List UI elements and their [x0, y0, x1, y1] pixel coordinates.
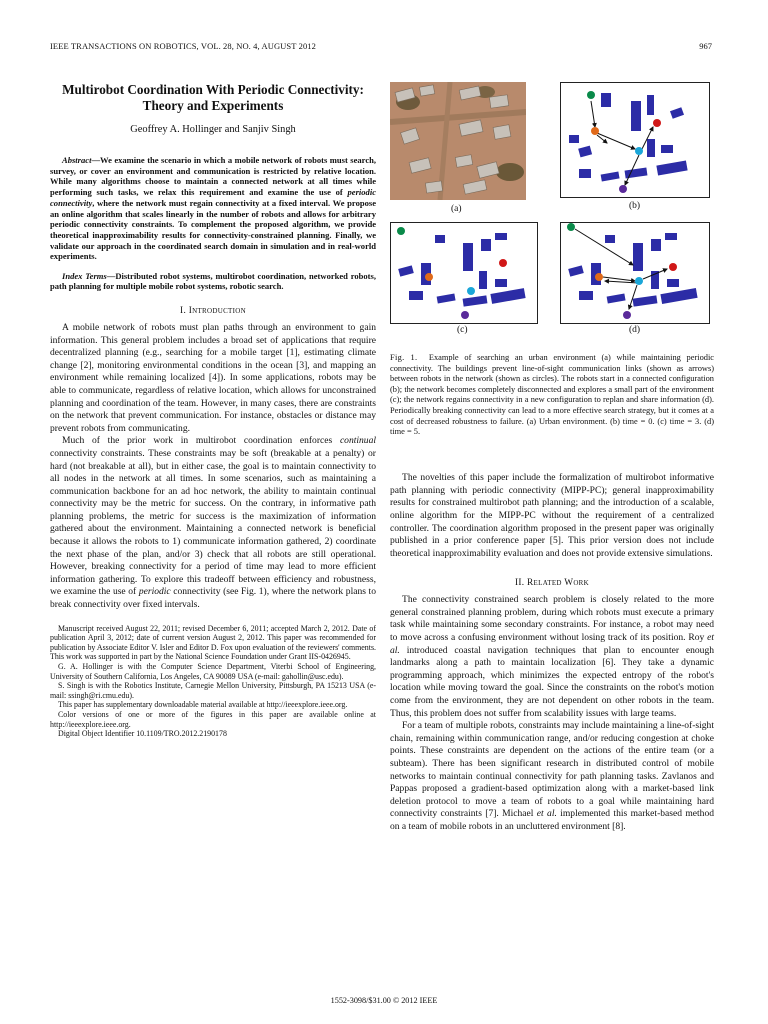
aerial-vegetation	[496, 163, 524, 181]
intro-p2-text-a: Much of the prior work in multirobot coordination enforces	[62, 435, 340, 447]
comm-link-arrow	[591, 101, 595, 127]
robot-green	[397, 227, 405, 235]
building	[651, 239, 661, 251]
building	[569, 135, 579, 143]
title-line-2: Theory and Experiments	[142, 98, 284, 113]
related-p2-text-a: For a team of multiple robots, constraints may include maintaining a line-of-sight chain, remaining within communication range, and/or reducing congestion at choke points. These constraints are dependent on the actions of the entire team (or a subteam). There has been significant research in distributed control of mobile networks to maintain continual connectivity for path planning tasks. Zavlanos and Pappas proposed a gradient-based optimization along with a market-based link deletion protocol to move a team of robots to a goal while maintaining hard connectivity constraints [7]. Michael	[390, 720, 714, 820]
building	[578, 146, 592, 158]
footnote-author-2: S. Singh is with the Robotics Institute, Carnegie Mellon University, Pittsburgh, PA 15213 USA (e-mail: ssingh@ri.cmu.edu).	[50, 681, 376, 700]
footnote-supplementary: This paper has supplementary downloadable material available at http://ieeexplore.ieee.org.	[58, 700, 348, 710]
map-time-3	[391, 223, 537, 323]
intro-p2-text-c: connectivity (see Fig. 1), where the network plans to break connectivity over fixed intervals.	[50, 586, 376, 611]
section-heading-introduction	[50, 306, 376, 316]
abstract-lead: Abstract	[62, 155, 92, 165]
figure-caption	[390, 353, 714, 438]
aerial-roof	[493, 125, 511, 140]
building	[667, 279, 679, 287]
building	[625, 168, 648, 179]
footnote-manuscript: Manuscript received August 22, 2011; revised December 6, 2011; accepted March 2, 2012. Date of publication April 3, 2012; date of current version August 2, 2012. This paper was recommended for publication by Associate Editor V. Isler and Editor D. Fox upon evaluation of the reviewers' comments. This work was supported in part by the National Science Foundation under Grant IIS-0426945.	[50, 623, 376, 662]
abstract-text-a: —We examine the scenario in which a mobile network of robots must search, survey, or cover an environment and communication is restricted by relative location. While many algorithms choose to maintain a connected network at all times while performing such tasks, we relax this requirement and examine the use of	[50, 155, 376, 198]
caption-text: Example of searching an urban environment (a) while maintaining periodic connectivity. The buildings prevent line-of-sight communication links (shown as arrows) between robots in the network (shown as circles). The robots start in a connected configuration (b); the network becomes completely disconnected and explores a small part of the environment (c); the network regains connectivity in a new configuration to replan and share information (d). Periodically breaking connectivity can lead to a more effective search strategy, but it comes at a cost of decreased robustness to failure. (a) Urban environment. (b) time = 0. (c) time = 3. (d) time = 5.	[390, 353, 715, 437]
building	[647, 139, 655, 157]
robot-red	[669, 263, 677, 271]
right-column	[390, 80, 714, 834]
section-title: Introduction	[188, 305, 246, 316]
building	[601, 93, 611, 107]
related-paragraph-2	[390, 720, 714, 833]
footnote-color: Color versions of one or more of the figures in this paper are available online at http://ieeexplore.ieee.org.	[50, 709, 376, 729]
building	[579, 169, 591, 178]
right-paragraph-1: The novelties of this paper include the formalization of multirobot informative path planning with periodic connectivity (MIPP-PC); general inapproximability results for constrained multirobot path planning; and the introduction of a scalable, online algorithm for the MIPP-PC without the requirement of a centralized controller. The coordination algorithm proposed in the present paper was originally published in a prior conference paper [5]. This prior version does not include theoretical inapproximability evaluation and does not provide extensive simulations.	[390, 472, 714, 559]
page-number: 967	[699, 41, 712, 51]
intro-p2-emphasis-2: periodic	[138, 586, 171, 598]
map-time-5	[561, 223, 709, 323]
building	[656, 160, 687, 175]
building	[633, 243, 643, 271]
building	[435, 235, 445, 243]
panel-label-d: (d)	[629, 325, 641, 335]
robot-orange	[591, 127, 599, 135]
footnotes	[50, 624, 376, 739]
related-p2-text-b: implemented this market-based method on a team of mobile robots in an uncluttered environment [8].	[390, 808, 714, 832]
figure-panel-d	[560, 222, 710, 335]
building	[633, 295, 658, 306]
title-line-1: Multirobot Coordination With Periodic Connectivity:	[62, 82, 364, 97]
building	[605, 235, 615, 243]
figure-panel-a	[390, 82, 526, 214]
building	[463, 243, 473, 271]
figure-panel-c	[390, 222, 538, 335]
robot-purple	[461, 311, 469, 319]
building	[437, 293, 456, 303]
intro-paragraph-2	[50, 435, 376, 611]
comm-link-arrow	[603, 277, 635, 281]
building	[607, 293, 626, 303]
abstract	[50, 155, 376, 262]
caption-lead: Fig. 1.	[390, 353, 418, 362]
abstract-emphasis: periodic connectivity	[50, 187, 376, 208]
footnote-author-1: G. A. Hollinger is with the Computer Science Department, Viterbi School of Engineering, University of Southern California, Los Angeles, CA 90089 USA (e-mail: gahollin@usc.edu).	[50, 662, 376, 681]
robot-cyan	[467, 287, 475, 295]
comm-link-arrow	[597, 133, 635, 149]
page-footer: 1552-3098/$31.00 © 2012 IEEE	[330, 996, 438, 1005]
left-column	[50, 80, 376, 739]
related-p1-text-a: The connectivity constrained search problem is closely related to the more general constrained planning problem, during which robots must execute a primary task while maintaining some secondary constraints. For instance, a robot may need to move across a confusing environment without losing track of its position. Roy	[390, 594, 714, 644]
intro-p2-text-b: connectivity constraints. These constraints may be soft (breakable at a penalty) or hard (not breakable at all), but in either case, the goal is to maintain connectivity to all nodes in the network at all times. In some scenarios, such as maintaining a communication backbone for an ad hoc network, the ability to maintain continual connectivity may be the metric for success. On the contrary, in informative path planning problems, the metric for success is the maximization of information gathered about the environment. Maintaining a connected network is beneficial because it allows the robots to 1) communicate information gathered, 2) coordinate the next phase of the plan, and/or 3) check that all robots are still operational. However, breaking connectivity for a period of time may lead to more efficient information gathering. To explore this tradeoff between efficiency and robustness, we examine the use of	[50, 447, 376, 598]
index-terms-text: —Distributed robot systems, multirobot coordination, networked robots, path planning for multiple mobile robot systems, robotic search.	[50, 270, 376, 292]
robot-purple	[623, 311, 631, 319]
building	[398, 265, 414, 276]
running-header: IEEE TRANSACTIONS ON ROBOTICS, VOL. 28, NO. 4, AUGUST 2012	[50, 41, 317, 51]
building	[665, 233, 677, 240]
building	[660, 288, 697, 304]
aerial-photo	[390, 82, 526, 200]
building	[568, 265, 584, 276]
building	[631, 101, 641, 131]
building	[490, 288, 525, 304]
building	[601, 171, 620, 181]
building	[409, 291, 423, 300]
figure-1	[390, 80, 714, 345]
related-p1-text-b: introduced coastal navigation techniques that plan to encounter enough landmarks along a path to maintain localization [6]. They take a dynamic programming approach, which minimizes the expected entropy of the robot's location while moving toward the goal. Since the constraints on the robot's motion come from the environment, they are not dependent on other robots in the team. Thus, this problem does not suffer from scalability issues with large teams.	[390, 644, 714, 719]
index-terms	[50, 271, 376, 292]
robot-cyan	[635, 147, 643, 155]
robot-red	[653, 119, 661, 127]
building	[670, 107, 684, 119]
robot-green	[567, 223, 575, 231]
building	[481, 239, 491, 251]
building	[479, 271, 487, 289]
building	[647, 95, 654, 115]
authors: Geoffrey A. Hollinger and Sanjiv Singh	[130, 124, 296, 135]
figure-panel-b	[560, 82, 710, 211]
robot-orange	[595, 273, 603, 281]
section-number: II.	[515, 578, 528, 589]
building	[495, 233, 507, 240]
index-terms-lead: Index Terms	[62, 270, 107, 281]
footnote-doi: Digital Object Identifier 10.1109/TRO.2012.2190178	[58, 729, 227, 739]
panel-label-a: (a)	[451, 204, 462, 214]
building	[463, 295, 488, 306]
panel-label-c: (c)	[457, 325, 468, 335]
abstract-text-b: , where the network must regain connectivity at a fixed interval. We propose an online algorithm that scales linearly in the number of robots and allows for arbitrary periodic connectivity constraints. To complement the proposed algorithm, we provide theoretical inapproximability results for connectivity-constrained planning. Finally, we validate our approach in the coordinated search domain in simulation and in real-world experiments.	[50, 197, 376, 262]
building	[661, 145, 673, 153]
building	[579, 291, 593, 300]
robot-cyan	[635, 277, 643, 285]
map-time-0	[561, 83, 709, 197]
intro-paragraph-1: A mobile network of robots must plan paths through an environment to gain information. This general problem includes a broad set of applications that require decentralized planning (e.g., searching for a mobile target [1], estimating climate change [2], monitoring environmental conditions in the ocean [3], and mapping an environment while remaining localized [4]). In some applications, robots may be able to communicate, regardless of relative location, which allows for unconstrained planning and coordination of the team. However, in many cases, there are constraints on the network that prevent communication. For instance, obstacles or distance may prevent robots from communicating.	[50, 321, 376, 434]
related-p1-emphasis: et al.	[390, 632, 714, 656]
comm-link-arrow	[575, 229, 633, 265]
robot-purple	[619, 185, 627, 193]
related-p2-emphasis: et al.	[536, 808, 557, 820]
building	[495, 279, 507, 287]
section-heading-related-work	[390, 578, 714, 588]
aerial-roof	[489, 95, 508, 108]
section-title: Related Work	[527, 578, 589, 589]
paper-title	[50, 82, 376, 114]
related-paragraph-1	[390, 594, 714, 720]
robot-red	[499, 259, 507, 267]
robot-green	[587, 91, 595, 99]
aerial-roof	[425, 181, 442, 193]
section-number: I.	[180, 305, 189, 316]
robot-orange	[425, 273, 433, 281]
panel-label-b: (b)	[629, 201, 641, 211]
intro-p2-emphasis: continual	[339, 435, 376, 447]
